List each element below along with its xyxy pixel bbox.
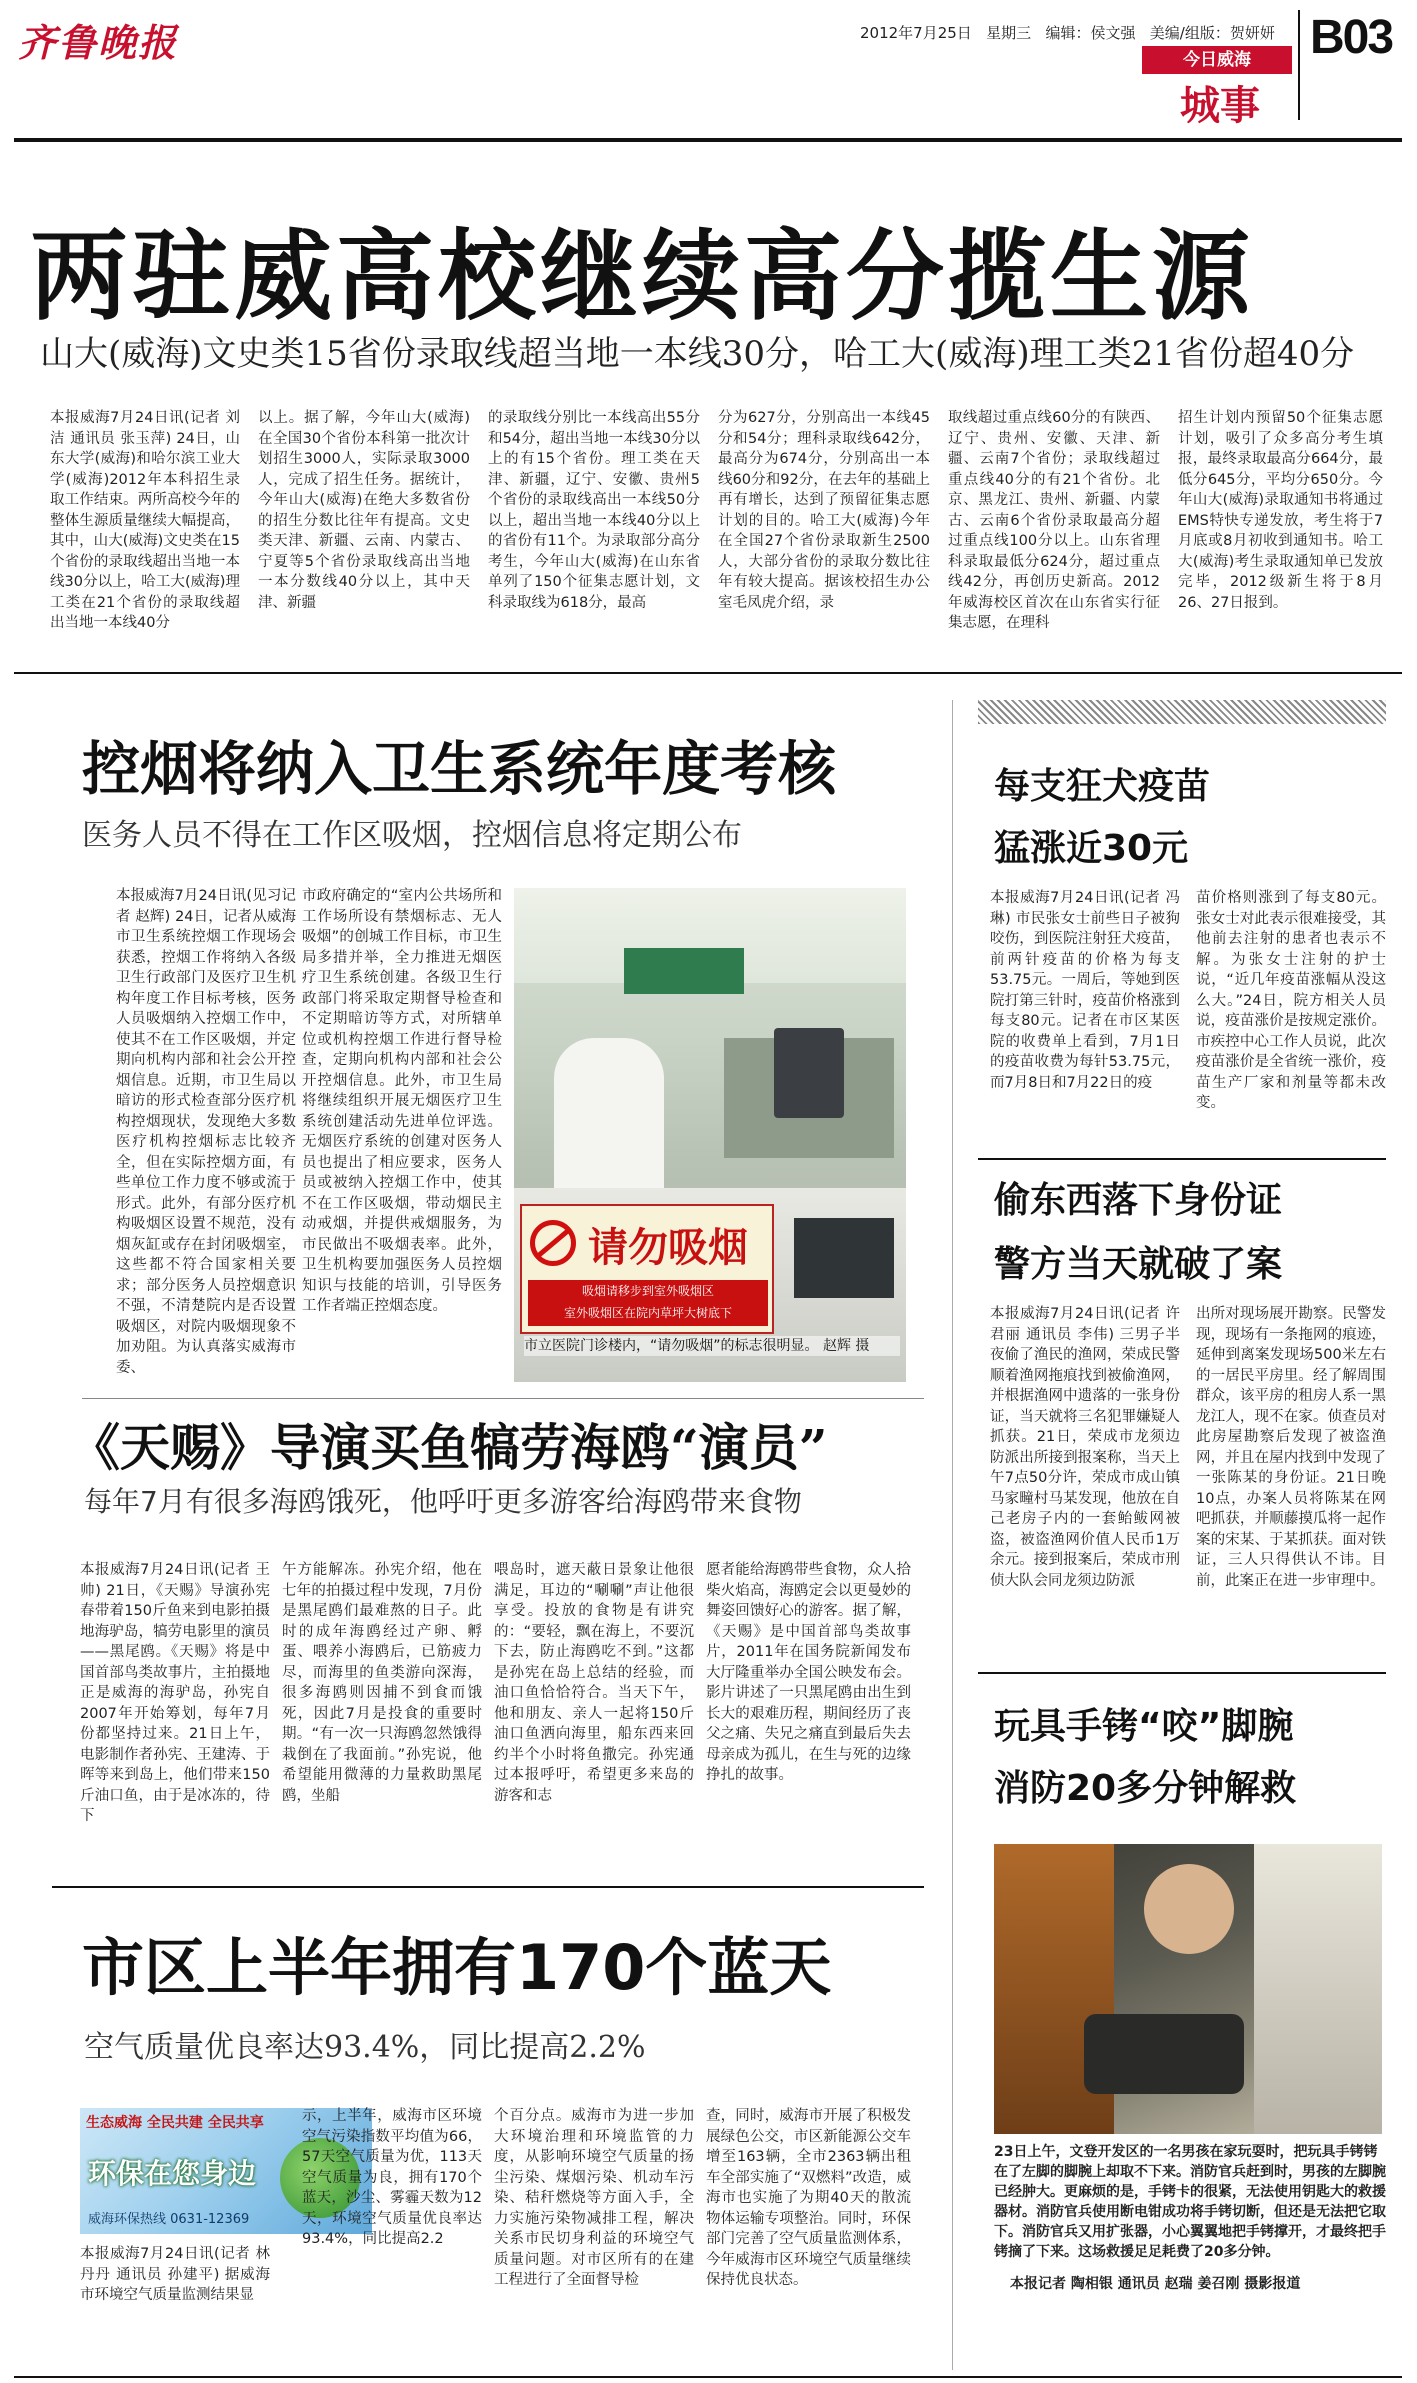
page-number: B03 [1310, 11, 1393, 64]
vaccine-column-1: 本报威海7月24日讯(记者 冯琳) 市民张女士前些日子被狗咬伤，到医院注射狂犬疫苗，前两针疫苗的价格为每支53.75元。一周后，等她到医院打第三针时，疫苗价格涨到每支80元。记者在市区某医院的收费单上看到，7月1日的疫苗收费为每针53.75元，而7月8日和7月22日的疫 [990, 890, 1180, 1091]
no-smoking-subtext: 吸烟请移步到室外吸烟区 [581, 1284, 714, 1298]
child-figure [1144, 1864, 1234, 1954]
nurse-figure [554, 1038, 664, 1208]
lead-column-6: 招生计划内预留50个征集志愿计划，吸引了众多高分考生填报，最终录取最高分664分，最低分645分，平均分650分。今年山大(威海)录取通知书将通过EMS特快专递发放，考生将于7月底或8月初收到通知书。哈工大(威海)考生录取通知单已发放完毕，2012级新生将于8月26、27日报到。 [1178, 410, 1383, 611]
handcuff-rescue-photo [994, 1844, 1382, 2134]
idcard-headline-line-2: 警方当天就破了案 [994, 1244, 1283, 1285]
hospital-sign-board [624, 948, 744, 994]
vaccine-column-2: 苗价格则涨到了每支80元。张女士对此表示很难接受，其他前去注射的患者也表示不解。为张女士注射的护士说，“近几年疫苗涨幅从没这么大。”24日，院方相关人员说，疫苗涨价是按规定涨价。市疾控中心工作人员说，此次疫苗涨价是全省统一涨价，疫苗生产厂家和剂量等都未改变。 [1196, 890, 1386, 1111]
computer-monitor [774, 1028, 844, 1118]
air-headline: 市区上半年拥有170个蓝天 [82, 1931, 832, 2004]
smoking-column-1: 本报威海7月24日讯(见习记者 赵辉) 24日，记者从威海市卫生系统控烟工作现场会获悉，控烟工作将纳入各级卫生行政部门及医疗卫生机构年度工作目标考核，医务人员吸烟纳入控烟工作中，使其不在工作区吸烟，并定期向机构内部和社会公开控烟信息。近期，市卫生局以暗访的形式检查部分医疗机构控烟现状，发现绝大多数医疗机构控烟标志比较齐全，但在实际控烟方面，有些单位工作力度不够或流于形式。此外，有部分医疗机构吸烟区设置不规范，没有烟灰缸或存在封闭吸烟室，这些都不符合国家相关要求；部分医务人员控烟意识不强，不清楚院内是否设置吸烟区，对院内吸烟现象不加劝阻。为认真落实威海市委、 [116, 888, 296, 1376]
smoking-photo [514, 888, 906, 1382]
air-column-2: 示，上半年，威海市区环境空气污染指数平均值为66，57天空气质量为优，113天空气质量为良，拥有170个蓝天，沙尘、雾霾天数为12天，环境空气质量优良率达93.4%，同比提高2.2 [302, 2108, 482, 2247]
banner-hotline: 威海环保热线 0631-12369 [88, 2212, 250, 2227]
seagull-subheadline: 每年7月有很多海鸥饿死，他呼吁更多游客给海鸥带来食物 [84, 1485, 802, 1518]
idcard-headline-line-1: 偷东西落下身份证 [994, 1180, 1283, 1221]
story-rule [82, 1398, 924, 1399]
lead-column-3: 的录取线分别比一本线高出55分和54分，超出当地一本线30分以上的有15个省份。理工类在天津、新疆，辽宁、安徽、贵州5个省份的录取线高出一本线50分以上，超出当地一本线40分以上的省份有11个。为录取部分高分考生，今年山大(威海)在山东省单列了150个征集志愿计划，文科录取线为618分，最高 [488, 410, 700, 611]
sidebar-pattern-band [978, 700, 1386, 724]
smoking-subheadline: 医务人员不得在工作区吸烟，控烟信息将定期公布 [82, 818, 742, 853]
sidebar-rule-1 [978, 1158, 1386, 1160]
air-column-3: 个百分点。威海市为进一步加大环境治理和环境监管的力度，从影响环境空气质量的扬尘污染、煤烟污染、机动车污染、秸秆燃烧等方面入手，全力实施污染物减排工程，解决关系市民切身利益的环境空气质量问题。对市区所有的在建工程进行了全面督导检 [494, 2108, 694, 2288]
editor-credit: 编辑：侯文强 [1045, 24, 1136, 42]
seagull-column-3: 喂岛时，遮天蔽日景象让他很满足，耳边的“唰唰”声让他很享受。投放的食物是有讲究的：“要轻，飘在海上，不要沉下去，防止海鸥吃不到。”这都是孙宪在岛上总结的经验，而油口鱼恰恰符合。当天下午，他和朋友、亲人一起将150斤油口鱼洒向海里，船东西来回约半个小时将鱼撒完。孙宪通过本报呼吁，希望更多来岛的游客和志 [494, 1562, 694, 1804]
seagull-column-2: 午方能解冻。孙宪介绍，他在七年的拍摄过程中发现，7月份是黑尾鸥们最难熬的日子。此时的成年海鸥经过产卵、孵蛋、喂养小海鸥后，已筋疲力尽，而海里的鱼类游向深海，很多海鸥则因捕不到食而饿死，因此7月是投食的重要时期。“有一次一只海鸥忽然饿得栽倒在了我面前。”孙宪说，他希望能用微薄的力量救助黑尾鸥，坐船 [282, 1562, 482, 1804]
vaccine-headline-line-2: 猛涨近30元 [994, 828, 1189, 869]
air-column-4: 查，同时，威海市开展了积极发展绿色公交，市区新能源公交车增至163辆，全市2363辆出租车全部实施了“双燃料”改造，威海市也实施了为期40天的散流物体运输专项整治。同时，环保部门完善了空气质量监测体系，今年威海市区环境空气质量继续保持优良状态。 [706, 2108, 911, 2288]
banner-top-text: 生态威海 全民共建 全民共享 [86, 2115, 264, 2131]
sidebar-rule-2 [978, 1672, 1386, 1674]
smoking-column-2: 市政府确定的“室内公共场所和工作场所设有禁烟标志、无人吸烟”的创城工作目标，市卫生局多措并举，全力推进无烟医疗卫生系统创建。各级卫生行政部门将采取定期督导检查和不定期暗访等方式，对所辖单位或机构控烟工作进行督导检查，定期向机构内部和社会公开控烟信息。此外，市卫生局将继续组织开展无烟医疗卫生系统创建活动先进单位评选。无烟医疗系统的创建对医务人员也提出了相应要求，医务人员或被纳入控烟工作中，使其不在工作区吸烟，带动烟民主动戒烟，并提供戒烟服务，为市民做出不吸烟表率。此外，卫生机构要加强医务人员控烟知识与技能的培训，引导医务工作者端正控烟态度。 [302, 888, 502, 1314]
issue-weekday: 星期三 [986, 24, 1032, 42]
vaccine-headline-line-1: 每支狂犬疫苗 [994, 766, 1211, 807]
designer-credit: 美编/组版：贺妍妍 [1149, 24, 1275, 42]
no-smoking-sign [520, 1204, 774, 1334]
lead-headline: 两驻威高校继续高分揽生源 [30, 220, 1255, 334]
no-smoking-subtext-box [528, 1280, 768, 1326]
handcuff-photo-caption: 23日上午，文登开发区的一名男孩在家玩耍时，把玩具手铐铐在了左脚的脚腕上却取不下来。消防官兵赶到时，男孩的左脚腕已经肿大。更麻烦的是，手铐卡的很紧，无法使用钥匙大的救援器材。消防官兵使用断电钳成功将手铐切断，但还是无法把它取下。消防官兵又用扩张器，小心翼翼地把手铐撑开，才最终把手铐摘了下来。这场救援足足耗费了20多分钟。 [994, 2144, 1386, 2260]
footer-rule [14, 2376, 1402, 2378]
air-column-1: 本报威海7月24日讯(记者 林丹丹 通讯员 孙建平) 据威海市环境空气质量监测结果显 [80, 2246, 270, 2303]
no-smoking-subtext-2: 室外吸烟区在院内草坪大树底下 [563, 1306, 732, 1320]
handcuff-photo-credit: 本报记者 陶相银 通讯员 赵瑞 姜召刚 摄影报道 [1010, 2276, 1301, 2292]
smoking-photo-caption: 市立医院门诊楼内，“请勿吸烟”的标志很明显。 赵辉 摄 [524, 1336, 900, 1356]
section-name: 城事 [1180, 83, 1260, 129]
smoking-headline: 控烟将纳入卫生系统年度考核 [82, 735, 837, 803]
handcuff-headline-line-1: 玩具手铐“咬”脚腕 [994, 1706, 1294, 1747]
no-smoking-text: 请勿吸烟 [588, 1225, 748, 1271]
section-tag: 今日威海 [1142, 46, 1292, 74]
lead-column-4: 分为627分，分别高出一本线45分和54分；理科录取线642分，最高分为674分，分别高出一本线60分和92分，在去年的基础上再有增长，达到了预留征集志愿计划的目的。哈工大(威海)今年在全国27个省份录取新生2500人，大部分省份的录取分数比往年有较大提高。据该校招生办公室毛凤虎介绍，录 [718, 410, 930, 611]
seagull-headline: 《天赐》导演买鱼犒劳海鸥“演员” [70, 1418, 828, 1477]
lead-column-5: 取线超过重点线60分的有陕西、辽宁、贵州、安徽、天津、新疆、云南7个省份；录取线超过重点线40分的有21个省份。北京、黑龙江、贵州、新疆、内蒙古、云南6个省份录取最高分超过重点线100分以上。山东省理科录取最低分624分，超过重点线42分，再创历史新高。2012年威海校区首次在山东省实行征集志愿，在理科 [948, 410, 1160, 631]
seagull-column-1: 本报威海7月24日讯(记者 王帅) 21日，《天赐》导演孙宪春带着150斤鱼来到电影拍摄地海驴岛，犒劳电影里的演员——黑尾鸥。《天赐》将是中国首部鸟类故事片，主拍摄地正是威海的海驴岛，孙宪自2007年开始筹划，每年7月份都坚持过来。21日上午，电影制作者孙宪、王建涛、于晖等来到岛上，他们带来150斤油口鱼，由于是冰冻的，待下 [80, 1562, 270, 1824]
rescue-tool [1084, 2014, 1244, 2094]
header-divider [1298, 10, 1300, 120]
issue-date: 2012年7月25日 [860, 24, 972, 42]
handcuff-headline-line-2: 消防20多分钟解救 [994, 1768, 1297, 1809]
air-subheadline: 空气质量优良率达93.4%，同比提高2.2% [84, 2030, 646, 2065]
lead-subheadline: 山大(威海)文史类15省份录取线超当地一本线30分，哈工大(威海)理工类21省份超40分 [40, 334, 1355, 374]
section-rule [14, 672, 1402, 674]
vehicle-door [1254, 1844, 1382, 2134]
lead-column-2: 以上。据了解，今年山大(威海)在全国30个省份本科第一批次计划招生3000人，实际录取3000人，完成了招生任务。据统计，今年山大(威海)在绝大多数省份的招生分数比往年有提高。文史类天津、新疆、云南、内蒙古、宁夏等5个省份录取线高出当地一本分数线40分以上，其中天津、新疆 [258, 410, 470, 611]
seagull-column-4: 愿者能给海鸥带些食物，众人拾柴火焰高，海鸥定会以更曼妙的舞姿回馈好心的游客。据了解，《天赐》是中国首部鸟类故事片，2011年在国务院新闻发布大厅隆重举办全国公映发布会。影片讲述了一只黑尾鸥由出生到长大的艰难历程，期间经历了丧父之痛、失兄之痛直到最后失去母亲成为孤儿，在生与死的边缘挣扎的故事。 [706, 1562, 911, 1783]
banner-main-text: 环保在您身边 [88, 2157, 257, 2190]
header-meta [860, 22, 1275, 43]
sidebar-divider [952, 700, 953, 2370]
lead-column-1: 本报威海7月24日讯(记者 刘洁 通讯员 张玉萍) 24日，山东大学(威海)和哈尔滨工业大学(威海)2012年本科招生录取工作结束。两所高校今年的整体生源质量继续大幅提高，其中，山大(威海)文史类在15个省份的录取线超出当地一本线30分以上，哈工大(威海)理工类在21个省份的录取线超出当地一本线40分 [50, 410, 240, 631]
story-rule-2 [52, 1886, 924, 1888]
idcard-column-2: 出所对现场展开勘察。民警发现，现场有一条拖网的痕迹，延伸到离案发现场500米左右的一居民平房里。经了解周围群众，该平房的租房人系一黑龙江人，现不在家。侦查员对此房屋勘察后发现了被盗渔网，并且在屋内找到中发现了一张陈某的身份证。21日晚10点，办案人员将陈某在网吧抓获，并顺藤摸瓜将一起作案的宋某、于某抓获。面对铁证，三人只得供认不讳。目前，此案正在进一步审理中。 [1196, 1306, 1386, 1589]
no-smoking-icon [530, 1220, 576, 1266]
header-rule [14, 138, 1402, 142]
newspaper-logo: 齐鲁晚报 [18, 20, 179, 65]
idcard-column-1: 本报威海7月24日讯(记者 许君丽 通讯员 李伟) 三男子半夜偷了渔民的渔网，荣成民警顺着渔网拖痕找到被偷渔网，并根据渔网中遗落的一张身份证，当天就将三名犯罪嫌疑人抓获。21日，荣成市龙须边防派出所接到报案称，当天上午7点50分许，荣成市成山镇马家疃村马某发现，他放在自己老房子内的一套鲐鲅网被盗，被盗渔网价值人民币1万余元。接到报案后，荣成市刑侦大队会同龙须边防派 [990, 1306, 1180, 1589]
desk-monitor [794, 1218, 894, 1298]
